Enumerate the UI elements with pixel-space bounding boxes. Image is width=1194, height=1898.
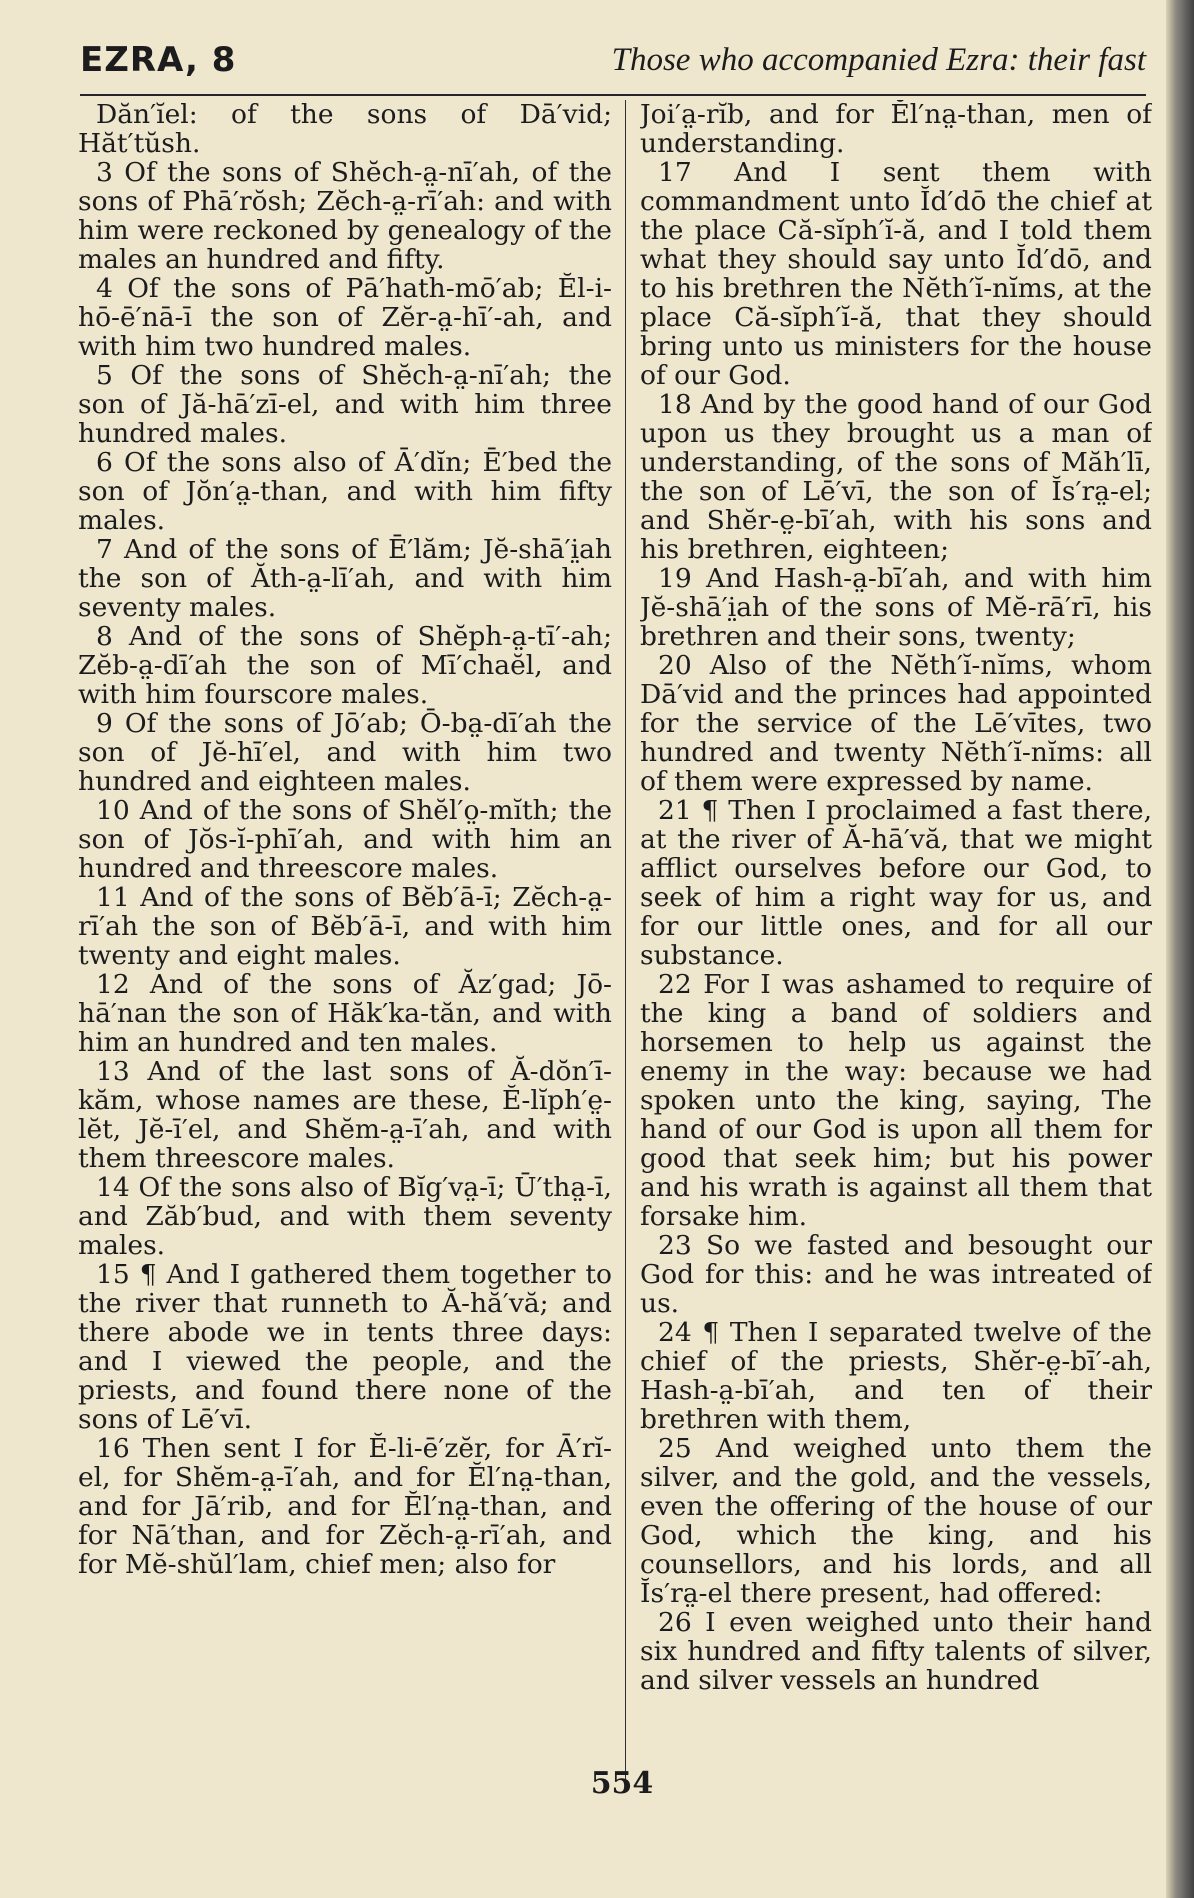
verse: 11 And of the sons of Bĕb′ā-ī; Zĕch-a̤-rī′ah the son of Bĕb′ā-ī, and with him twenty and eight males. <box>78 882 612 971</box>
right-column <box>640 100 1152 1795</box>
verse: 12 And of the sons of Ăz′gad; Jō-hā′nan the son of Hăk′ka-tăn, and with him an hundred and ten males. <box>78 969 612 1058</box>
left-column <box>78 100 612 1795</box>
running-heading: Those who accompanied Ezra: their fast <box>611 42 1146 78</box>
verse: 23 So we fasted and besought our God for this: and he was intreated of us. <box>640 1230 1152 1319</box>
verse: 6 Of the sons also of Ā′dĭn; Ē′bed the son of Jŏn′a̤-than, and with him fifty males. <box>78 447 612 536</box>
header-rule <box>80 94 1146 96</box>
verse: 9 Of the sons of Jō′ab; Ō-ba̤-dī′ah the son of Jĕ-hī′el, and with him two hundred and eighteen males. <box>78 708 612 797</box>
verse: 22 For I was ashamed to require of the king a band of soldiers and horsemen to help us against the enemy in the way: because we had spoken unto the king, saying, The hand of our God is upon all them for good that seek him; but his power and his wrath is against all them that forsake him. <box>640 969 1152 1232</box>
verse: 8 And of the sons of Shĕph-a̤-tī′-ah; Zĕb-a̤-dī′ah the son of Mī′chaĕl, and with him fourscore males. <box>78 621 612 710</box>
verse: 16 Then sent I for Ĕ-li-ē′zĕr, for Ā′rĭ-el, for Shĕm-a̤-ī′ah, and for Ĕl′na̤-than, and for Jā′rib, and for Ĕl′na̤-than, and for Nā′than, and for Zĕch-a̤-rī′ah, and for Mĕ-shŭl′lam, chief men; also for <box>78 1433 612 1580</box>
verse: 19 And Hash-a̤-bī′ah, and with him Jĕ-shā′i̤ah of the sons of Mĕ-rā′rī, his brethren and their sons, twenty; <box>640 563 1152 652</box>
verse: 4 Of the sons of Pā′hath-mō′ab; Ĕl-i-hō-ē′nā-ī the son of Zĕr-a̤-hī′-ah, and with him two hundred males. <box>78 273 612 362</box>
verse: Joi′a̤-rĭb, and for Ĕl′na̤-than, men of understanding. <box>640 100 1152 159</box>
verse: 20 Also of the Nĕth′ĭ-nĭms, whom Dā′vid and the princes had appointed for the service of the Lē′vītes, two hundred and twenty Nĕth′ĭ-nĭms: all of them were expressed by name. <box>640 650 1152 797</box>
verse: Dăn′ĭel: of the sons of Dā′vid; Hăt′tŭsh. <box>78 100 612 159</box>
verse: 13 And of the last sons of Ă-dŏn′ī-kăm, whose names are these, Ĕ-lĭph′e̤-lĕt, Jĕ-ī′el, and Shĕm-a̤-ī′ah, and with them threescore males. <box>78 1056 612 1174</box>
verse: 17 And I sent them with commandment unto Ĭd′dō the chief at the place Că-sĭph′ĭ-ă, and I told them what they should say unto Ĭd′dō, and to his brethren the Nĕth′ĭ-nĭms, at the place Că-sĭph′ĭ-ă, that they should bring unto us ministers for the house of our God. <box>640 157 1152 391</box>
verse: 5 Of the sons of Shĕch-a̤-nī′ah; the son of Jă-hā′zī-el, and with him three hundred males. <box>78 360 612 449</box>
page-number: 554 <box>590 1766 654 1801</box>
verse: 21 ¶ Then I proclaimed a fast there, at the river of Ă-hā′vă, that we might afflict ourselves before our God, to seek of him a right way for us, and for our little ones, and for all our substance. <box>640 795 1152 971</box>
verse: 14 Of the sons also of Bĭg′va̤-ī; Ū′tha̤-ī, and Zăb′bud, and with them seventy males. <box>78 1172 612 1261</box>
verse: 25 And weighed unto them the silver, and the gold, and the vessels, even the offering of the house of our God, which the king, and his counsellors, and his lords, and all Ĭs′ra̤-el there present, had offered: <box>640 1433 1152 1609</box>
verse: 3 Of the sons of Shĕch-a̤-nī′ah, of the sons of Phā′rŏsh; Zĕch-a̤-rī′ah: and with him were reckoned by genealogy of the males an hundred and fifty. <box>78 157 612 275</box>
verse: 10 And of the sons of Shĕl′o̤-mĭth; the son of Jŏs-ĭ-phī′ah, and with him an hundred and threescore males. <box>78 795 612 884</box>
page-header <box>80 40 1146 90</box>
book-chapter-label: EZRA, 8 <box>80 40 237 80</box>
verse: 15 ¶ And I gathered them together to the river that runneth to Ă-hă′vă; and there abode we in tents three days: and I viewed the people, and the priests, and found there none of the sons of Lē′vī. <box>78 1259 612 1435</box>
verse: 24 ¶ Then I separated twelve of the chief of the priests, Shĕr-e̤-bī′-ah, Hash-a̤-bī′ah, and ten of their brethren with them, <box>640 1317 1152 1435</box>
column-divider <box>625 100 626 1790</box>
verse: 18 And by the good hand of our God upon us they brought us a man of understanding, of the sons of Măh′lī, the son of Lē′vī, the son of Ĭs′ra̤-el; and Shĕr-e̤-bī′ah, with his sons and his brethren, eighteen; <box>640 389 1152 565</box>
verse: 26 I even weighed unto their hand six hundred and fifty talents of silver, and silver vessels an hundred <box>640 1607 1152 1696</box>
verse: 7 And of the sons of Ē′lăm; Jĕ-shā′i̤ah the son of Ăth-a̤-lī′ah, and with him seventy males. <box>78 534 612 623</box>
book-page-edge <box>1166 0 1194 1898</box>
